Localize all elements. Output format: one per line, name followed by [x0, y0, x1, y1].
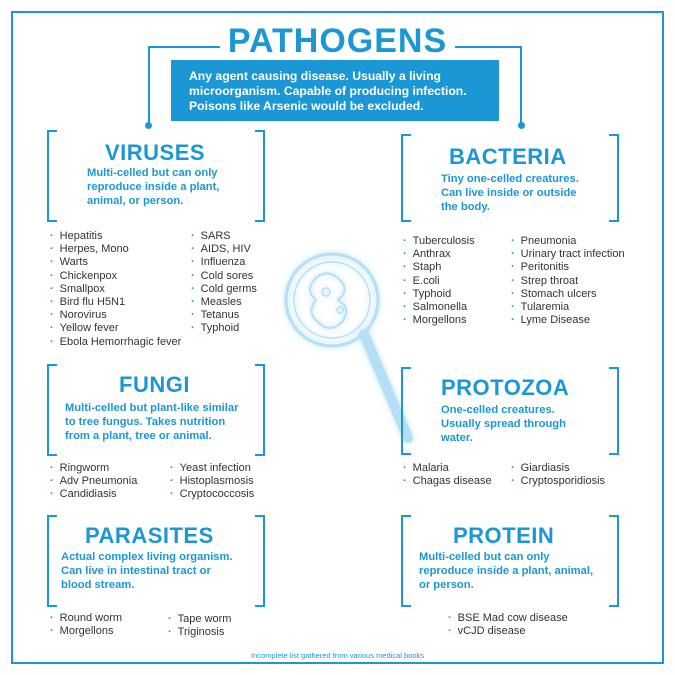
description-line: reproduce inside a plant,: [87, 181, 220, 193]
list-item: · Norovirus: [50, 309, 181, 322]
list-item: · Histoplasmosis: [170, 475, 254, 488]
protozoa-title: PROTOZOA: [441, 375, 570, 400]
list-item: · Malaria: [403, 462, 492, 475]
list-item: · Urinary tract infection: [511, 248, 625, 261]
list-item: · Giardiasis: [511, 462, 605, 475]
list-item: · Pneumonia: [511, 235, 625, 248]
list-item: · Round worm: [50, 612, 122, 625]
list-item: · E.coli: [403, 275, 475, 288]
list-item: · Adv Pneumonia: [50, 475, 137, 488]
list-item: · vCJD disease: [448, 625, 568, 638]
bacteria-list-col2: [511, 235, 625, 327]
bacteria-title: BACTERIA: [449, 144, 567, 169]
fungi-description: [65, 401, 238, 443]
definition-line: microorganism. Capable of producing infection.: [189, 84, 467, 98]
description-line: blood stream.: [61, 579, 135, 591]
list-item: · Triginosis: [168, 626, 231, 639]
bracket-right: [609, 367, 619, 455]
list-item: · Hepatitis: [50, 230, 181, 243]
list-item: · Chickenpox: [50, 270, 181, 283]
list-item: · Anthrax: [403, 248, 475, 261]
bracket-left: [47, 515, 57, 607]
bracket-right: [255, 130, 265, 222]
description-line: the body.: [441, 201, 490, 213]
list-item: · Cold germs: [191, 283, 257, 296]
list-item: · Measles: [191, 296, 257, 309]
bracket-left: [47, 364, 57, 456]
protein-title: PROTEIN: [453, 523, 555, 548]
fungi-list-col2: [170, 462, 254, 502]
list-item: · Staph: [403, 261, 475, 274]
list-item: · Warts: [50, 256, 181, 269]
connector-dot-right: [518, 122, 525, 129]
protozoa-section: [401, 367, 619, 455]
list-item: · Typhoid: [403, 288, 475, 301]
list-item: · Candidiasis: [50, 488, 137, 501]
list-item: · Morgellons: [403, 314, 475, 327]
list-item: · Stomach ulcers: [511, 288, 625, 301]
viruses-list-col2: [191, 230, 257, 336]
bracket-left: [401, 515, 411, 607]
list-item: · Smallpox: [50, 283, 181, 296]
list-item: · BSE Mad cow disease: [448, 612, 568, 625]
fungi-title: FUNGI: [119, 372, 190, 397]
list-item: · Tuberculosis: [403, 235, 475, 248]
bracket-left: [401, 367, 411, 455]
list-item: · Tape worm: [168, 613, 231, 626]
list-item: · AIDS, HIV: [191, 243, 257, 256]
description-line: animal, or person.: [87, 195, 184, 207]
protozoa-list-col2: [511, 462, 605, 488]
list-item: · Yeast infection: [170, 462, 254, 475]
definition-line: Poisons like Arsenic would be excluded.: [189, 99, 424, 113]
list-item: · Salmonella: [403, 301, 475, 314]
footnote: Incomplete list gathered from various medical books: [251, 651, 424, 660]
protein-list-col1: [448, 612, 568, 638]
definition-line: Any agent causing disease. Usually a living: [189, 69, 441, 83]
bracket-right: [255, 515, 265, 607]
description-line: Multi-celled but can only: [87, 167, 218, 179]
protozoa-description: [441, 403, 566, 445]
bacteria-list-col1: [403, 235, 475, 327]
list-item: · Tularemia: [511, 301, 625, 314]
description-line: Can live in intestinal tract or: [61, 565, 211, 577]
description-line: or person.: [419, 579, 474, 591]
list-item: · Cold sores: [191, 270, 257, 283]
viruses-list-col1: [50, 230, 181, 349]
list-item: · Cryptococcosis: [170, 488, 254, 501]
bracket-right: [609, 134, 619, 222]
fungi-list-col1: [50, 462, 137, 502]
fungi-section: [47, 364, 265, 456]
parasites-list-col2: [168, 613, 231, 639]
protozoa-list-col1: [403, 462, 492, 488]
list-item: · Strep throat: [511, 275, 625, 288]
protein-section: [401, 515, 619, 607]
description-line: Can live inside or outside: [441, 187, 577, 199]
parasites-section: [47, 515, 265, 607]
parasites-description: [61, 550, 233, 592]
bacteria-description: [441, 172, 579, 214]
list-item: · Lyme Disease: [511, 314, 625, 327]
list-item: · Morgellons: [50, 625, 122, 638]
protein-description: [419, 550, 593, 592]
description-line: Tiny one-celled creatures.: [441, 173, 579, 185]
list-item: · Yellow fever: [50, 322, 181, 335]
parasites-list-col1: [50, 612, 122, 638]
description-line: reproduce inside a plant, animal,: [419, 565, 594, 577]
description-line: to tree fungus. Takes nutrition: [65, 416, 226, 428]
viruses-description: [87, 166, 219, 208]
description-line: Usually spread through: [441, 418, 566, 430]
list-item: · Influenza: [191, 256, 257, 269]
list-item: · Herpes, Mono: [50, 243, 181, 256]
description-line: water.: [441, 432, 473, 444]
bracket-right: [255, 364, 265, 456]
list-item: · Ringworm: [50, 462, 137, 475]
list-item: · Peritonitis: [511, 261, 625, 274]
list-item: · Tetanus: [191, 309, 257, 322]
list-item: · Cryptosporidiosis: [511, 475, 605, 488]
definition-box: [171, 60, 499, 121]
list-item: · Typhoid: [191, 322, 257, 335]
description-line: Multi-celled but plant-like similar: [65, 402, 239, 414]
viruses-title: VIRUSES: [105, 140, 206, 165]
bracket-left: [401, 134, 411, 222]
list-item: · Chagas disease: [403, 475, 492, 488]
connector-dot-left: [145, 122, 152, 129]
viruses-section: [47, 130, 265, 222]
parasites-title: PARASITES: [85, 523, 214, 548]
bracket-right: [609, 515, 619, 607]
list-item: · Bird flu H5N1: [50, 296, 181, 309]
description-line: Multi-celled but can only: [419, 551, 550, 563]
list-item: · SARS: [191, 230, 257, 243]
bracket-left: [47, 130, 57, 222]
list-item: · Ebola Hemorrhagic fever: [50, 336, 181, 349]
description-line: from a plant, tree or animal.: [65, 430, 212, 442]
page-title: PATHOGENS: [0, 22, 675, 61]
bacteria-section: [401, 134, 619, 222]
description-line: One-celled creatures.: [441, 404, 555, 416]
description-line: Actual complex living organism.: [61, 551, 233, 563]
magnifying-glass-icon: [260, 228, 420, 458]
